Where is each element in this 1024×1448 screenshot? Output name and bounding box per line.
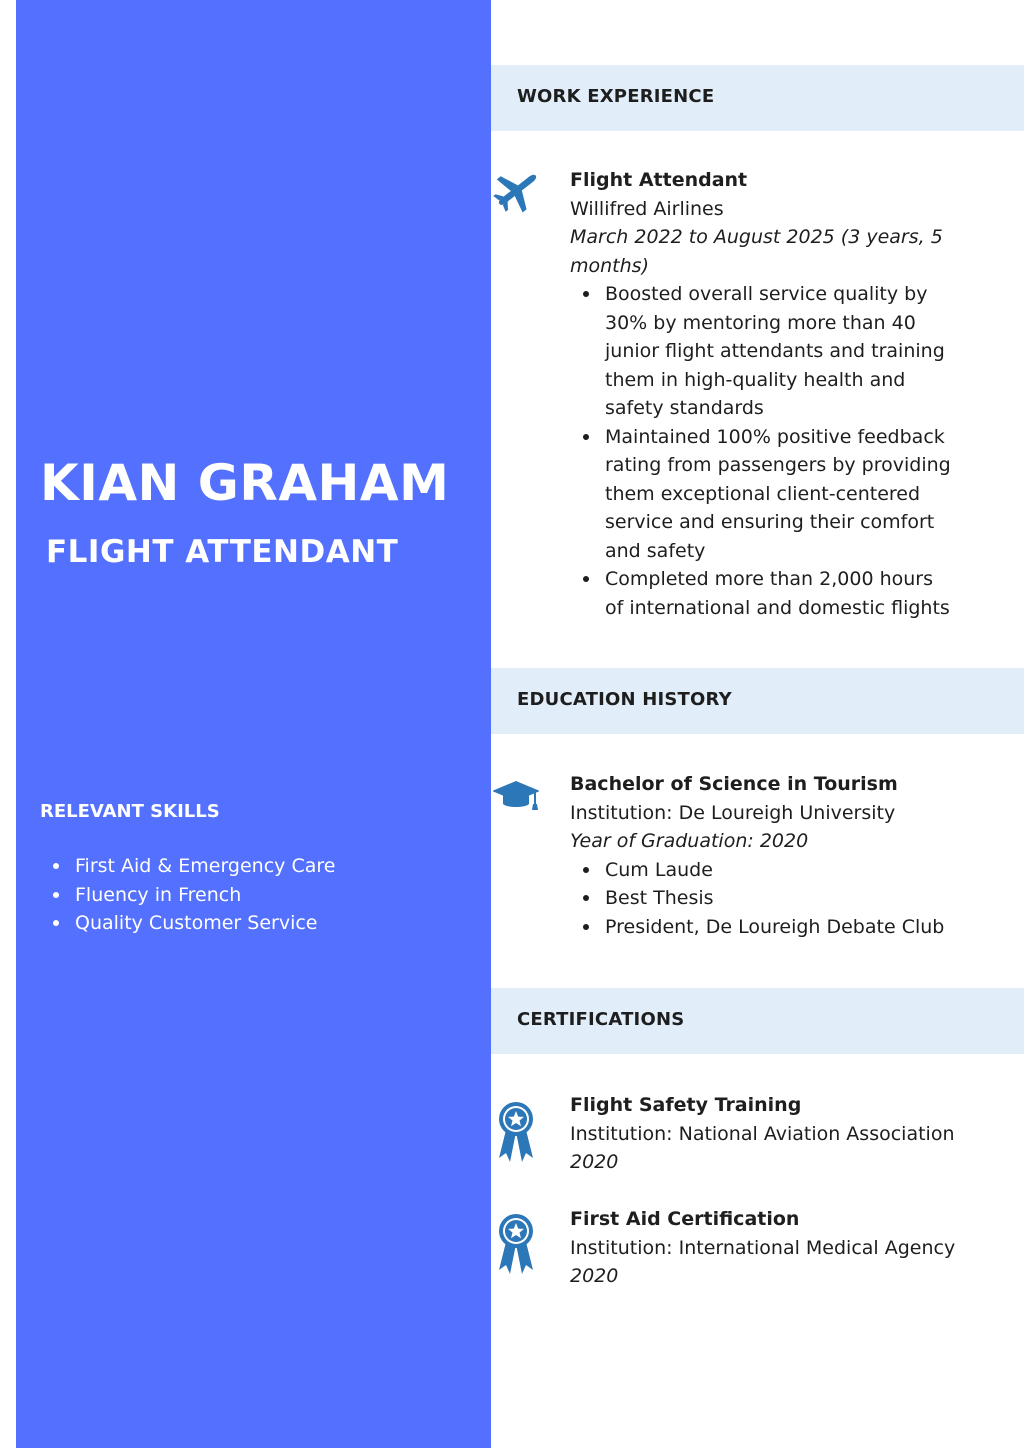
award-ribbon-icon	[493, 1100, 539, 1162]
section-title: EDUCATION HISTORY	[517, 689, 732, 710]
certification-title: First Aid Certification	[570, 1208, 800, 1230]
certification-title: Flight Safety Training	[570, 1094, 802, 1116]
certifications-header	[491, 988, 1024, 1054]
education-entry	[570, 770, 990, 941]
work-bullet: Boosted overall service quality by 30% by mentoring more than 40 junior flight attendants and training them in high-quality health and safety standards	[570, 280, 955, 423]
institution-name: Institution: De Loureigh University	[570, 801, 896, 824]
work-entry	[570, 166, 990, 622]
skills-list	[40, 852, 335, 938]
certification-year: 2020	[570, 1151, 619, 1173]
work-bullet: Maintained 100% positive feedback rating from passengers by providing them exceptional client-centered service and ensuring their comfort and safety	[570, 423, 955, 566]
certification-entry	[570, 1091, 990, 1177]
graduation-year: Year of Graduation: 2020	[570, 830, 809, 852]
award-ribbon-icon	[493, 1212, 539, 1274]
honor-item: Cum Laude	[570, 856, 955, 885]
skills-heading: RELEVANT SKILLS	[40, 801, 220, 822]
education-honors	[570, 856, 990, 942]
employment-dates: March 2022 to August 2025 (3 years, 5 months)	[570, 226, 943, 277]
company-name: Willifred Airlines	[570, 197, 724, 220]
certification-institution: Institution: National Aviation Association	[570, 1122, 955, 1145]
skill-item: Quality Customer Service	[40, 909, 335, 938]
section-title: WORK EXPERIENCE	[517, 86, 715, 107]
honor-item: Best Thesis	[570, 884, 955, 913]
job-title: Flight Attendant	[570, 169, 748, 191]
degree-title: Bachelor of Science in Tourism	[570, 773, 898, 795]
work-bullet: Completed more than 2,000 hours of international and domestic flights	[570, 565, 955, 622]
candidate-name: KIAN GRAHAM	[40, 454, 450, 512]
skill-item: Fluency in French	[40, 881, 335, 910]
certification-year: 2020	[570, 1265, 619, 1287]
section-title: CERTIFICATIONS	[517, 1009, 685, 1030]
graduation-cap-icon	[493, 770, 539, 832]
candidate-role: FLIGHT ATTENDANT	[46, 534, 399, 570]
work-experience-header	[491, 65, 1024, 131]
honor-item: President, De Loureigh Debate Club	[570, 913, 955, 942]
education-history-header	[491, 668, 1024, 734]
certification-institution: Institution: International Medical Agency	[570, 1236, 956, 1259]
work-bullets	[570, 280, 990, 622]
airplane-icon	[493, 160, 539, 222]
left-sidebar-panel	[16, 0, 491, 1448]
skill-item: First Aid & Emergency Care	[40, 852, 335, 881]
certification-entry	[570, 1205, 990, 1291]
